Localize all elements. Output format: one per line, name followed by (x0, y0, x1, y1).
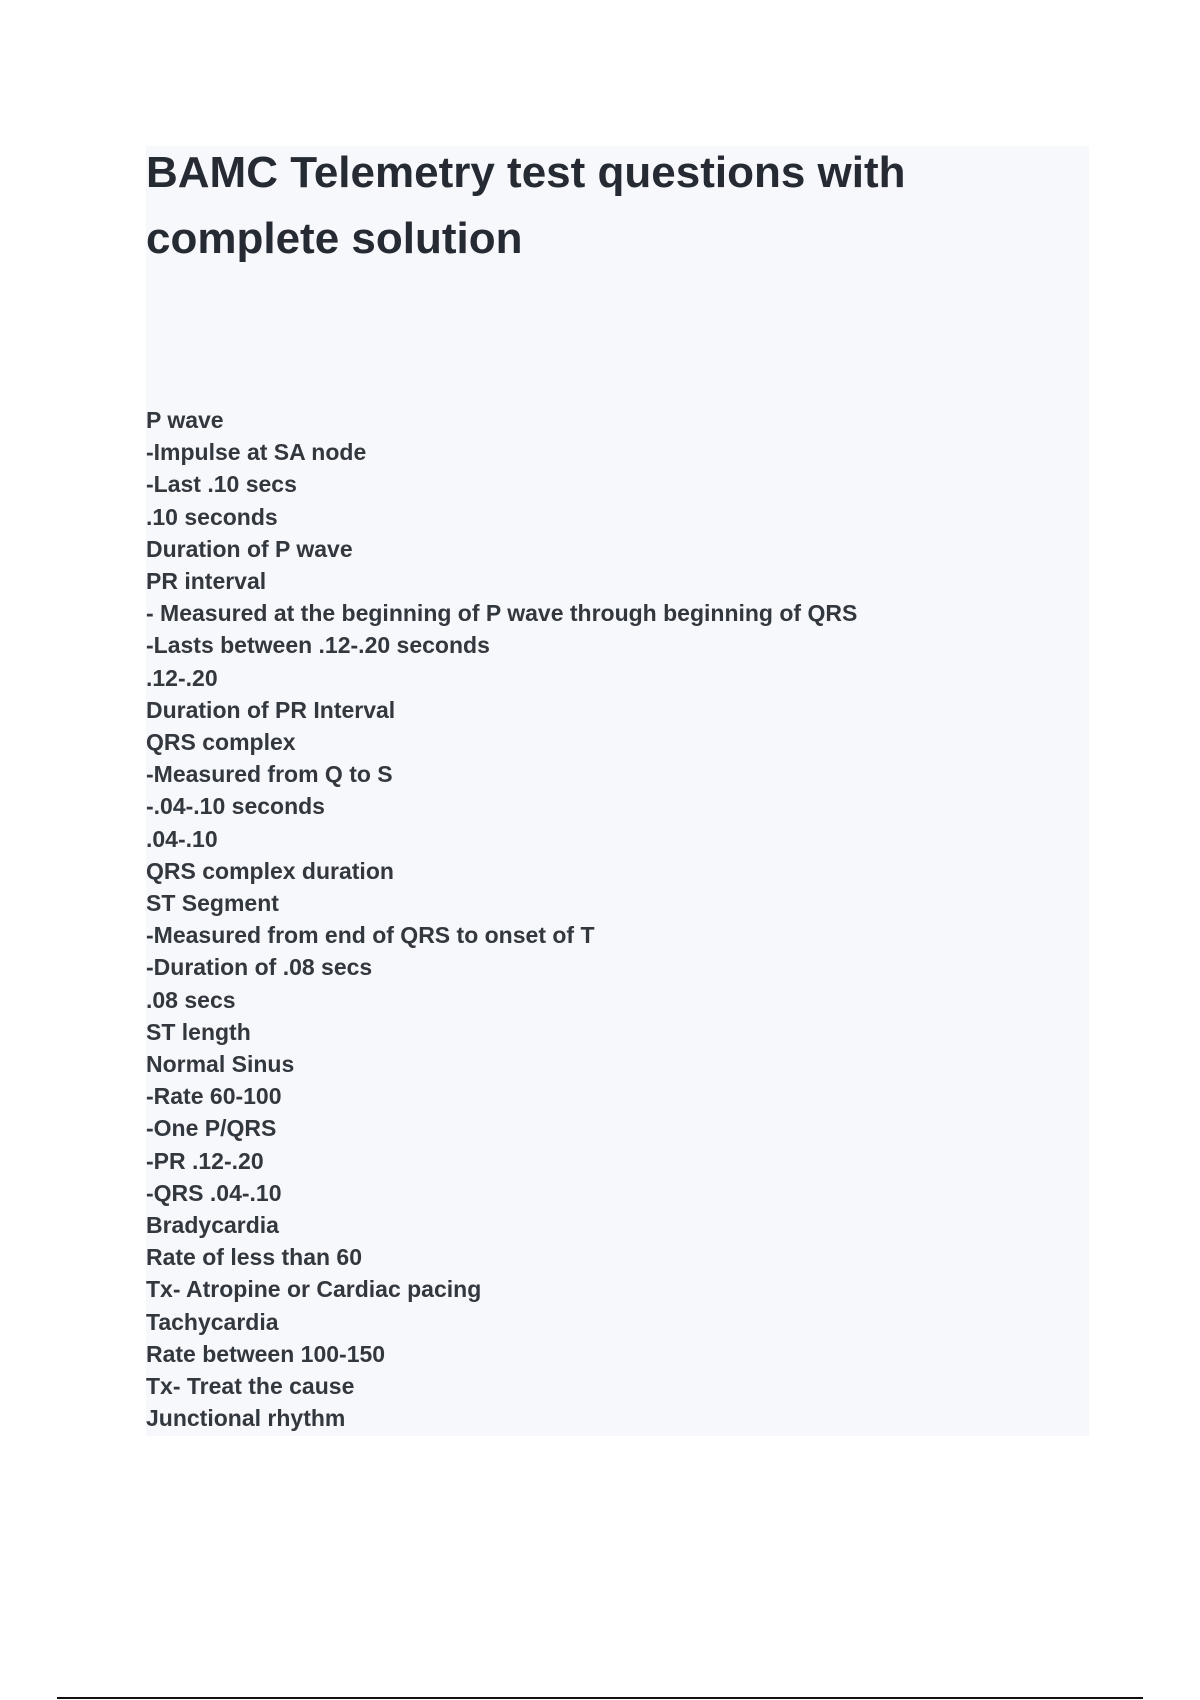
list-item: Normal Sinus (146, 1051, 295, 1078)
list-item: Rate of less than 60 (146, 1244, 363, 1271)
list-item: Junctional rhythm (146, 1405, 346, 1432)
list-item: .12-.20 (146, 664, 218, 691)
study-notes-list (146, 404, 857, 1435)
list-item: -Impulse at SA node (146, 439, 367, 466)
list-item: Bradycardia (146, 1212, 279, 1239)
document-title (146, 140, 1046, 272)
title-line-2: complete solution (146, 214, 523, 263)
title-line-1: BAMC Telemetry test questions with (146, 148, 906, 197)
list-item: Tx- Treat the cause (146, 1373, 355, 1400)
list-item: - Measured at the beginning of P wave through beginning of QRS (146, 600, 858, 627)
list-item: Rate between 100-150 (146, 1340, 386, 1367)
list-item: ST length (146, 1018, 251, 1045)
list-item: Tachycardia (146, 1308, 279, 1335)
list-item: QRS complex duration (146, 857, 394, 884)
list-item: -QRS .04-.10 (146, 1179, 282, 1206)
list-item: -.04-.10 seconds (146, 793, 325, 820)
list-item: Duration of P wave (146, 535, 353, 562)
list-item: PR interval (146, 568, 267, 595)
list-item: -Lasts between .12-.20 seconds (146, 632, 490, 659)
list-item: .10 seconds (146, 503, 278, 530)
list-item: -One P/QRS (146, 1115, 277, 1142)
list-item: .04-.10 (146, 825, 218, 852)
list-item: -Measured from end of QRS to onset of T (146, 922, 595, 949)
list-item: -Rate 60-100 (146, 1083, 282, 1110)
list-item: Tx- Atropine or Cardiac pacing (146, 1276, 482, 1303)
list-item: -Measured from Q to S (146, 761, 393, 788)
list-item: Duration of PR Interval (146, 696, 396, 723)
list-item: -Duration of .08 secs (146, 954, 373, 981)
list-item: .08 secs (146, 986, 236, 1013)
list-item: ST Segment (146, 890, 279, 917)
list-item: P wave (146, 407, 224, 433)
list-item: -PR .12-.20 (146, 1147, 264, 1174)
list-item: QRS complex (146, 729, 296, 756)
list-item: -Last .10 secs (146, 471, 297, 498)
footer-divider (57, 1697, 1143, 1699)
